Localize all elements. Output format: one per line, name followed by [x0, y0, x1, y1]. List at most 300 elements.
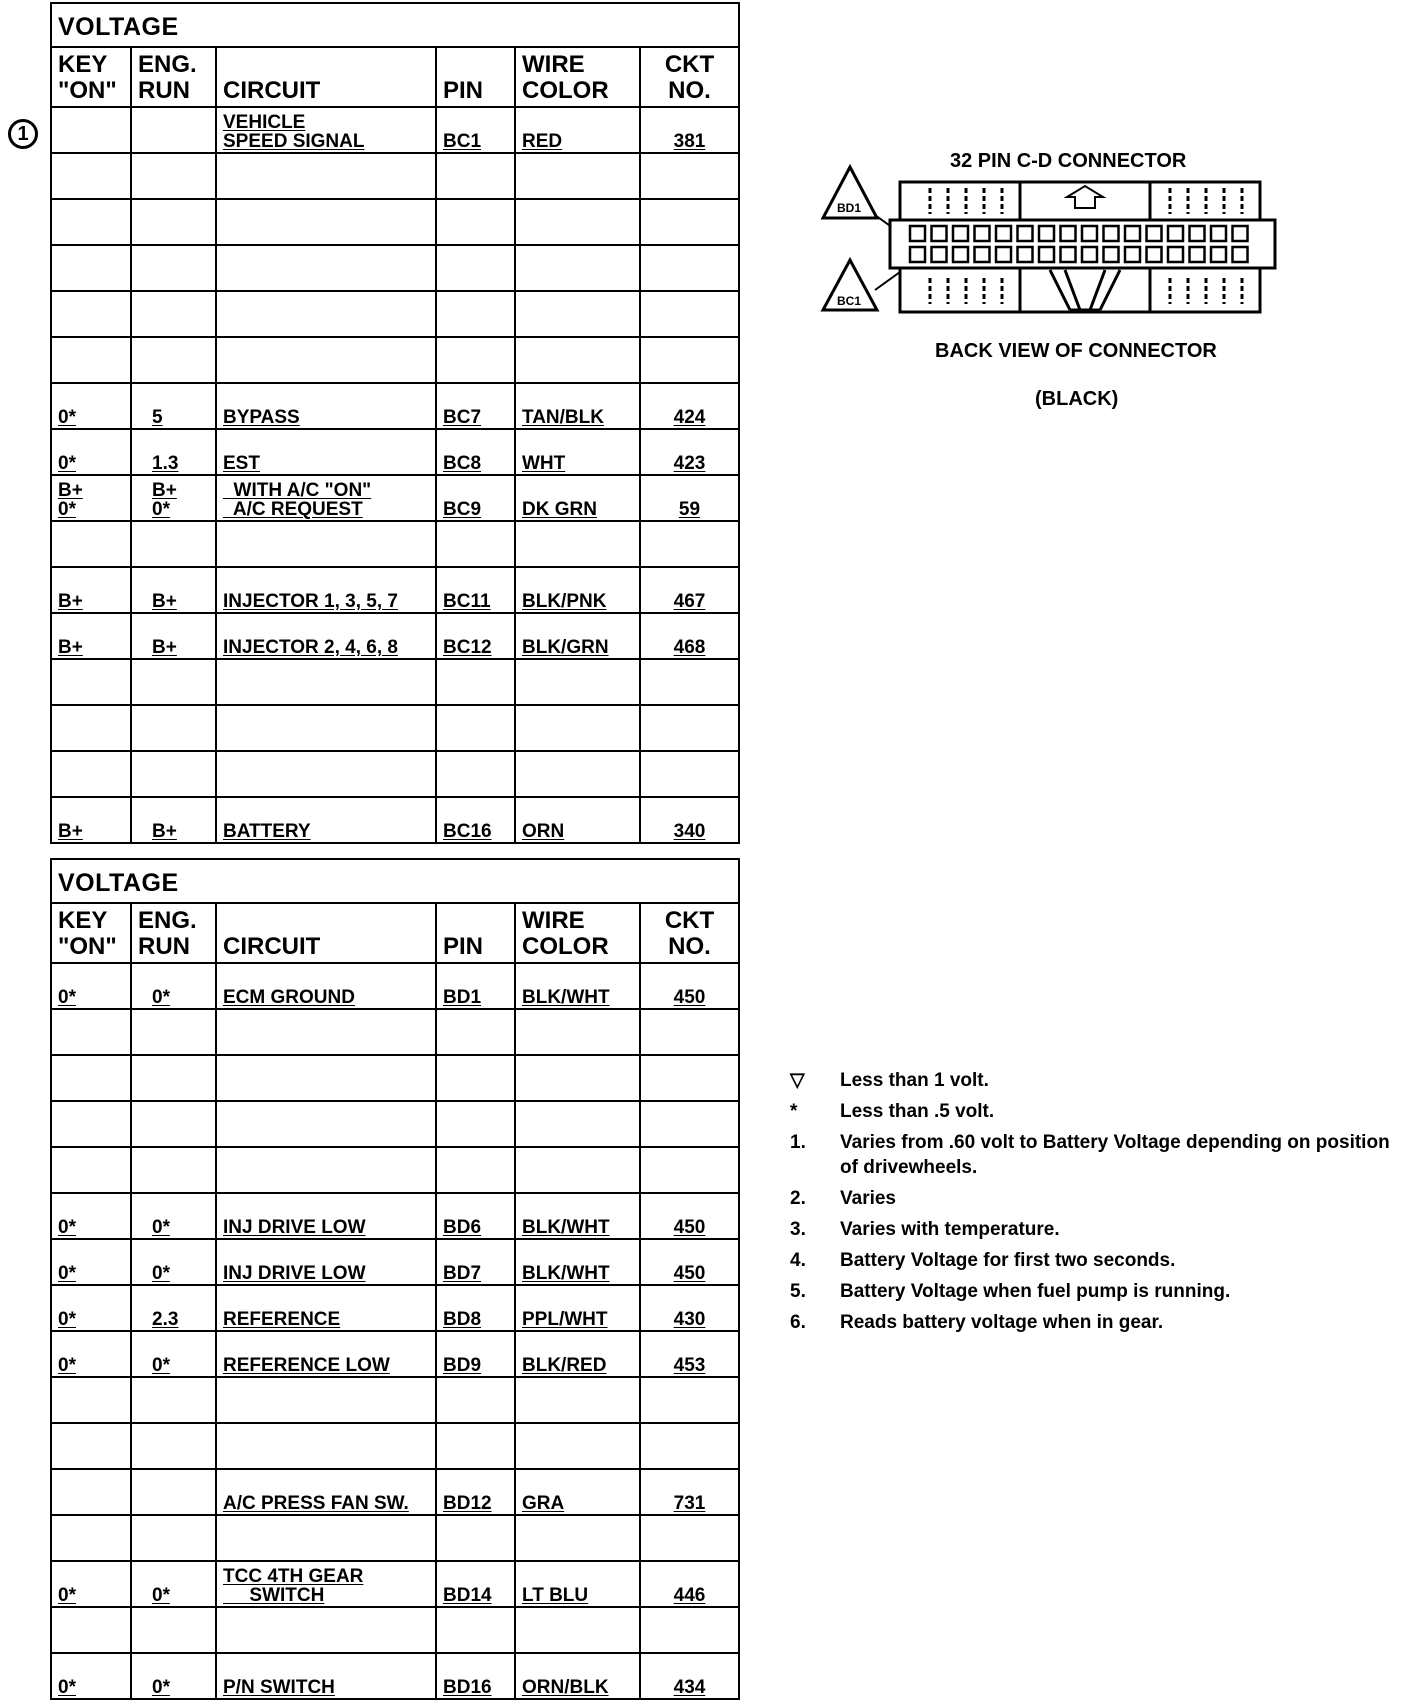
cell-circuit — [217, 1240, 437, 1284]
cell-circuit — [217, 522, 437, 566]
cell-text: BATTERY — [223, 821, 311, 842]
cell-text: 0* — [58, 1355, 76, 1376]
cell-wire-color — [516, 1194, 641, 1238]
table-row — [52, 1424, 738, 1470]
cell-key-on — [52, 964, 132, 1008]
cell-wire-color — [516, 1562, 641, 1606]
pin-cavity — [1082, 226, 1097, 241]
cell-wire-color — [516, 200, 641, 244]
header-circuit: CIRCUIT — [217, 48, 437, 106]
cell-key-on — [52, 154, 132, 198]
cell-ckt-no — [641, 614, 738, 658]
legend-text: Varies — [840, 1188, 896, 1209]
pin-cavity — [1233, 226, 1248, 241]
cell-text: BLK/RED — [522, 1355, 607, 1376]
table-row — [52, 1332, 738, 1378]
table-row — [52, 1516, 738, 1562]
cell-eng-run — [132, 384, 217, 428]
table-body — [52, 964, 738, 1698]
cell-text: 467 — [673, 591, 706, 612]
cell-pin — [437, 1148, 516, 1192]
cell-wire-color — [516, 476, 641, 520]
cell-pin — [437, 430, 516, 474]
cell-pin — [437, 614, 516, 658]
cell-text: 0* — [152, 1263, 170, 1284]
pin-cavity — [996, 226, 1011, 241]
header-wire-color: WIRE COLOR — [516, 48, 641, 106]
cell-ckt-no — [641, 1102, 738, 1146]
cell-text: 450 — [673, 987, 706, 1008]
cell-text: 340 — [673, 821, 706, 842]
cell-circuit — [217, 1286, 437, 1330]
cell-pin — [437, 1608, 516, 1652]
table-row — [52, 1286, 738, 1332]
pin-cavity — [996, 247, 1011, 262]
cell-key-on — [52, 200, 132, 244]
pin-cavity — [975, 247, 990, 262]
cell-wire-color — [516, 1148, 641, 1192]
pin-cavity — [1125, 247, 1140, 262]
legend-symbol: 1. — [790, 1132, 806, 1153]
cell-text: 0* — [152, 987, 170, 1008]
cell-circuit — [217, 1102, 437, 1146]
cell-eng-run — [132, 752, 217, 796]
legend-symbol: * — [790, 1101, 798, 1122]
pin-cavity — [1061, 226, 1076, 241]
header-pin: PIN — [437, 904, 516, 962]
legend-item — [790, 1279, 1402, 1304]
cell-pin — [437, 200, 516, 244]
cell-text: BC8 — [443, 453, 482, 474]
cell-eng-run — [132, 660, 217, 704]
legend — [790, 1068, 1402, 1341]
cell-text: 1.3 — [152, 453, 179, 474]
table-row — [52, 1608, 738, 1654]
cell-ckt-no — [641, 1654, 738, 1698]
cell-circuit — [217, 154, 437, 198]
cell-circuit — [217, 1470, 437, 1514]
table-row — [52, 1240, 738, 1286]
cell-pin — [437, 1332, 516, 1376]
cell-text: 434 — [673, 1677, 706, 1698]
cell-pin — [437, 1010, 516, 1054]
cell-text: 450 — [673, 1217, 706, 1238]
cell-key-on — [52, 1240, 132, 1284]
cell-pin — [437, 154, 516, 198]
header-key-on: KEY "ON" — [52, 48, 132, 106]
pin-cavity — [1018, 247, 1033, 262]
cell-text: 0* — [58, 453, 76, 474]
cell-circuit — [217, 1608, 437, 1652]
cell-pin — [437, 338, 516, 382]
cell-text: BD14 — [443, 1585, 492, 1606]
table-row — [52, 246, 738, 292]
legend-item — [790, 1248, 1402, 1273]
cell-wire-color — [516, 338, 641, 382]
cell-circuit — [217, 752, 437, 796]
cell-text: BC12 — [443, 637, 492, 658]
cell-wire-color — [516, 1516, 641, 1560]
cell-key-on — [52, 1286, 132, 1330]
cell-text: BC11 — [443, 591, 491, 612]
cell-eng-run — [132, 1562, 217, 1606]
cell-eng-run — [132, 292, 217, 336]
cell-ckt-no — [641, 246, 738, 290]
cell-eng-run — [132, 246, 217, 290]
cell-pin — [437, 1240, 516, 1284]
bd1-label: BD1 — [837, 201, 862, 215]
cell-pin — [437, 1378, 516, 1422]
table-row — [52, 200, 738, 246]
cell-wire-color — [516, 108, 641, 152]
cell-key-on — [52, 1010, 132, 1054]
cell-pin — [437, 1056, 516, 1100]
cell-wire-color — [516, 964, 641, 1008]
cell-ckt-no — [641, 476, 738, 520]
cell-ckt-no — [641, 752, 738, 796]
cell-text: BLK/WHT — [522, 1263, 610, 1284]
cell-ckt-no — [641, 1608, 738, 1652]
legend-text: Battery Voltage when fuel pump is running. — [840, 1281, 1231, 1302]
cell-text: 0* — [58, 1585, 76, 1606]
connector-drawing — [805, 160, 1305, 350]
table-row — [52, 476, 738, 522]
cell-pin — [437, 108, 516, 152]
cell-text: BLK/WHT — [522, 987, 610, 1008]
cell-text: 468 — [673, 637, 706, 658]
cell-pin — [437, 798, 516, 842]
legend-text: Varies with temperature. — [840, 1219, 1060, 1240]
table-row — [52, 798, 738, 842]
note-1-marker: 1 — [8, 119, 38, 149]
table-row — [52, 1010, 738, 1056]
cell-ckt-no — [641, 798, 738, 842]
cell-circuit — [217, 200, 437, 244]
table-body — [52, 108, 738, 842]
cell-wire-color — [516, 1424, 641, 1468]
legend-symbol: 4. — [790, 1250, 806, 1271]
cell-ckt-no — [641, 1562, 738, 1606]
cell-pin — [437, 1562, 516, 1606]
pin-cavity — [1039, 226, 1054, 241]
cell-text: GRA — [522, 1493, 565, 1514]
connector-title: 32 PIN C-D CONNECTOR — [950, 150, 1187, 172]
cell-wire-color — [516, 706, 641, 750]
legend-item — [790, 1186, 1402, 1211]
cell-pin — [437, 752, 516, 796]
cell-eng-run — [132, 338, 217, 382]
pin-cavity — [1190, 226, 1205, 241]
cell-eng-run — [132, 1194, 217, 1238]
cell-pin — [437, 292, 516, 336]
cell-text: 59 — [678, 499, 701, 520]
cell-ckt-no — [641, 706, 738, 750]
legend-item — [790, 1217, 1402, 1242]
cell-text: 0* — [152, 1217, 170, 1238]
cell-key-on — [52, 384, 132, 428]
pin-cavity — [1104, 226, 1119, 241]
cell-text: BYPASS — [223, 407, 300, 428]
cell-pin — [437, 706, 516, 750]
cell-text: P/N SWITCH — [223, 1677, 335, 1698]
header-ckt-no: CKT NO. — [664, 907, 715, 960]
pin-cavity — [1039, 247, 1054, 262]
pin-cavity — [1061, 247, 1076, 262]
cell-ckt-no — [641, 568, 738, 612]
cell-wire-color — [516, 1010, 641, 1054]
cell-ckt-no — [641, 1148, 738, 1192]
legend-symbol: 6. — [790, 1312, 806, 1333]
cell-eng-run — [132, 1240, 217, 1284]
table-row — [52, 1562, 738, 1608]
table-row — [52, 660, 738, 706]
cell-eng-run — [132, 1010, 217, 1054]
table-row — [52, 706, 738, 752]
cell-wire-color — [516, 384, 641, 428]
cell-ckt-no — [641, 1470, 738, 1514]
cell-key-on — [52, 292, 132, 336]
cell-eng-run — [132, 522, 217, 566]
cell-text: 381 — [673, 131, 706, 152]
cell-circuit — [217, 430, 437, 474]
cell-circuit — [217, 706, 437, 750]
cell-circuit — [217, 1562, 437, 1606]
cell-key-on — [52, 1562, 132, 1606]
cell-pin — [437, 1424, 516, 1468]
cell-text: B+ — [152, 591, 177, 612]
pin-cavity — [1211, 226, 1226, 241]
table-row — [52, 108, 738, 154]
pin-cavity — [1147, 226, 1162, 241]
cell-eng-run — [132, 1148, 217, 1192]
cell-wire-color — [516, 660, 641, 704]
cell-eng-run — [132, 1286, 217, 1330]
legend-text: Less than 1 volt. — [840, 1070, 989, 1091]
cell-pin — [437, 568, 516, 612]
cell-text: BD12 — [443, 1493, 492, 1514]
cell-eng-run — [132, 108, 217, 152]
cell-ckt-no — [641, 154, 738, 198]
header-eng-run: ENG. RUN — [132, 48, 217, 106]
legend-item — [790, 1310, 1402, 1335]
cell-key-on — [52, 1516, 132, 1560]
pin-cavity — [1168, 247, 1183, 262]
cell-ckt-no — [641, 1378, 738, 1422]
cell-text: BLK/WHT — [522, 1217, 610, 1238]
cell-text: 2.3 — [152, 1309, 179, 1330]
legend-symbol: 5. — [790, 1281, 806, 1302]
pin-cavity — [953, 226, 968, 241]
cell-key-on — [52, 1470, 132, 1514]
cell-circuit — [217, 964, 437, 1008]
cell-wire-color — [516, 1056, 641, 1100]
cell-key-on — [52, 568, 132, 612]
pin-cavity — [1018, 226, 1033, 241]
cell-circuit — [217, 1332, 437, 1376]
cell-key-on — [52, 1332, 132, 1376]
cell-text: BC1 — [443, 131, 482, 152]
cell-text: B+ — [58, 591, 83, 612]
cell-eng-run — [132, 430, 217, 474]
table-row — [52, 1056, 738, 1102]
header-wire-color: WIRE COLOR — [516, 904, 641, 962]
cell-text: PPL/WHT — [522, 1309, 608, 1330]
cell-key-on — [52, 1102, 132, 1146]
cell-text: 0* — [152, 1355, 170, 1376]
pin-cavity — [932, 226, 947, 241]
cell-text: B+ — [152, 821, 177, 842]
cell-eng-run — [132, 1378, 217, 1422]
cell-key-on — [52, 1608, 132, 1652]
cell-text: 731 — [673, 1493, 706, 1514]
cell-text: BD7 — [443, 1263, 482, 1284]
cell-wire-color — [516, 292, 641, 336]
cell-text: ORN — [522, 821, 565, 842]
cell-circuit — [217, 1148, 437, 1192]
cell-wire-color — [516, 1470, 641, 1514]
pin-cavity — [1147, 247, 1162, 262]
legend-text: Less than .5 volt. — [840, 1101, 995, 1122]
cell-text: BD9 — [443, 1355, 482, 1376]
cell-text: B+ 0* — [152, 480, 177, 520]
cell-text: WITH A/C "ON" A/C REQUEST — [232, 480, 372, 520]
cell-ckt-no — [641, 1010, 738, 1054]
cell-pin — [437, 1470, 516, 1514]
cell-eng-run — [132, 154, 217, 198]
legend-text: Varies from .60 volt to Battery Voltage depending on position of drivewheels. — [840, 1132, 1390, 1178]
cell-text: 0* — [58, 1263, 76, 1284]
table-title: VOLTAGE — [52, 860, 738, 904]
cell-ckt-no — [641, 1424, 738, 1468]
bd-voltage-table — [50, 858, 740, 1700]
cell-key-on — [52, 1056, 132, 1100]
table-row — [52, 384, 738, 430]
back-view-label: BACK VIEW OF CONNECTOR — [935, 340, 1217, 362]
cell-text: INJECTOR 1, 3, 5, 7 — [223, 591, 398, 612]
cell-text: 424 — [673, 407, 706, 428]
table-row — [52, 430, 738, 476]
cell-eng-run — [132, 476, 217, 520]
cell-ckt-no — [641, 338, 738, 382]
cell-wire-color — [516, 1608, 641, 1652]
cell-circuit — [217, 660, 437, 704]
cell-circuit — [217, 338, 437, 382]
pin-cavity — [1211, 247, 1226, 262]
pin-cavity — [975, 226, 990, 241]
cell-eng-run — [132, 1470, 217, 1514]
cell-circuit — [217, 1424, 437, 1468]
cell-text: 0* — [58, 1309, 76, 1330]
cell-ckt-no — [641, 384, 738, 428]
cell-text: BLK/GRN — [522, 637, 609, 658]
legend-item — [790, 1068, 1402, 1093]
cell-text: 0* — [152, 1585, 170, 1606]
pin-cavity — [1233, 247, 1248, 262]
table-row — [52, 292, 738, 338]
table-row — [52, 1102, 738, 1148]
cell-eng-run — [132, 1654, 217, 1698]
cell-text: 0* — [58, 1677, 76, 1698]
cell-text: TCC 4TH GEAR SWITCH — [223, 1566, 364, 1606]
cell-pin — [437, 1102, 516, 1146]
cell-text: INJ DRIVE LOW — [223, 1263, 366, 1284]
cell-pin — [437, 1194, 516, 1238]
cell-circuit — [217, 614, 437, 658]
cell-text: B+ — [58, 821, 83, 842]
cell-pin — [437, 1516, 516, 1560]
table-row — [52, 1470, 738, 1516]
table-row — [52, 1194, 738, 1240]
cell-text: INJECTOR 2, 4, 6, 8 — [223, 637, 398, 658]
cell-key-on — [52, 430, 132, 474]
table-row — [52, 752, 738, 798]
cell-text: 430 — [673, 1309, 706, 1330]
cell-eng-run — [132, 1332, 217, 1376]
cell-pin — [437, 660, 516, 704]
cell-wire-color — [516, 798, 641, 842]
cell-text: WHT — [522, 453, 566, 474]
cell-circuit — [217, 798, 437, 842]
cell-key-on — [52, 1148, 132, 1192]
cell-key-on — [52, 660, 132, 704]
cell-key-on — [52, 752, 132, 796]
cell-text: 0* — [58, 407, 76, 428]
connector-color-label: (BLACK) — [1035, 388, 1119, 410]
cell-text: A/C PRESS FAN SW. — [223, 1493, 409, 1514]
pin-cavity — [1190, 247, 1205, 262]
cell-ckt-no — [641, 522, 738, 566]
cell-text: BC16 — [443, 821, 492, 842]
cell-text: REFERENCE — [223, 1309, 341, 1330]
table-row — [52, 1148, 738, 1194]
cell-ckt-no — [641, 1516, 738, 1560]
cell-eng-run — [132, 964, 217, 1008]
cell-text: RED — [522, 131, 563, 152]
cell-ckt-no — [641, 1332, 738, 1376]
cell-circuit — [217, 1056, 437, 1100]
table-row — [52, 964, 738, 1010]
column-headers — [52, 48, 738, 106]
cell-text: INJ DRIVE LOW — [223, 1217, 366, 1238]
pin-cavity — [932, 247, 947, 262]
cell-text: 450 — [673, 1263, 706, 1284]
cell-eng-run — [132, 798, 217, 842]
cell-circuit — [217, 476, 437, 520]
bc1-label: BC1 — [837, 294, 862, 308]
header-ckt-no: CKT NO. — [664, 51, 715, 104]
cell-wire-color — [516, 752, 641, 796]
table-row — [52, 1378, 738, 1424]
cell-ckt-no — [641, 1194, 738, 1238]
cell-eng-run — [132, 1608, 217, 1652]
cell-text: EST — [223, 453, 260, 474]
table-row — [52, 522, 738, 568]
cell-text: BD1 — [443, 987, 482, 1008]
cell-text: DK GRN — [522, 499, 597, 520]
legend-text: Battery Voltage for first two seconds. — [840, 1250, 1176, 1271]
cell-key-on — [52, 246, 132, 290]
cell-text: BD8 — [443, 1309, 482, 1330]
cell-key-on — [52, 1378, 132, 1422]
cell-wire-color — [516, 522, 641, 566]
table-row — [52, 568, 738, 614]
cell-text: 453 — [673, 1355, 706, 1376]
cell-eng-run — [132, 1102, 217, 1146]
cell-text: 423 — [673, 453, 706, 474]
cell-text: REFERENCE LOW — [223, 1355, 390, 1376]
cell-text: VEHICLE SPEED SIGNAL — [223, 112, 365, 152]
header-key-on: KEY "ON" — [52, 904, 132, 962]
